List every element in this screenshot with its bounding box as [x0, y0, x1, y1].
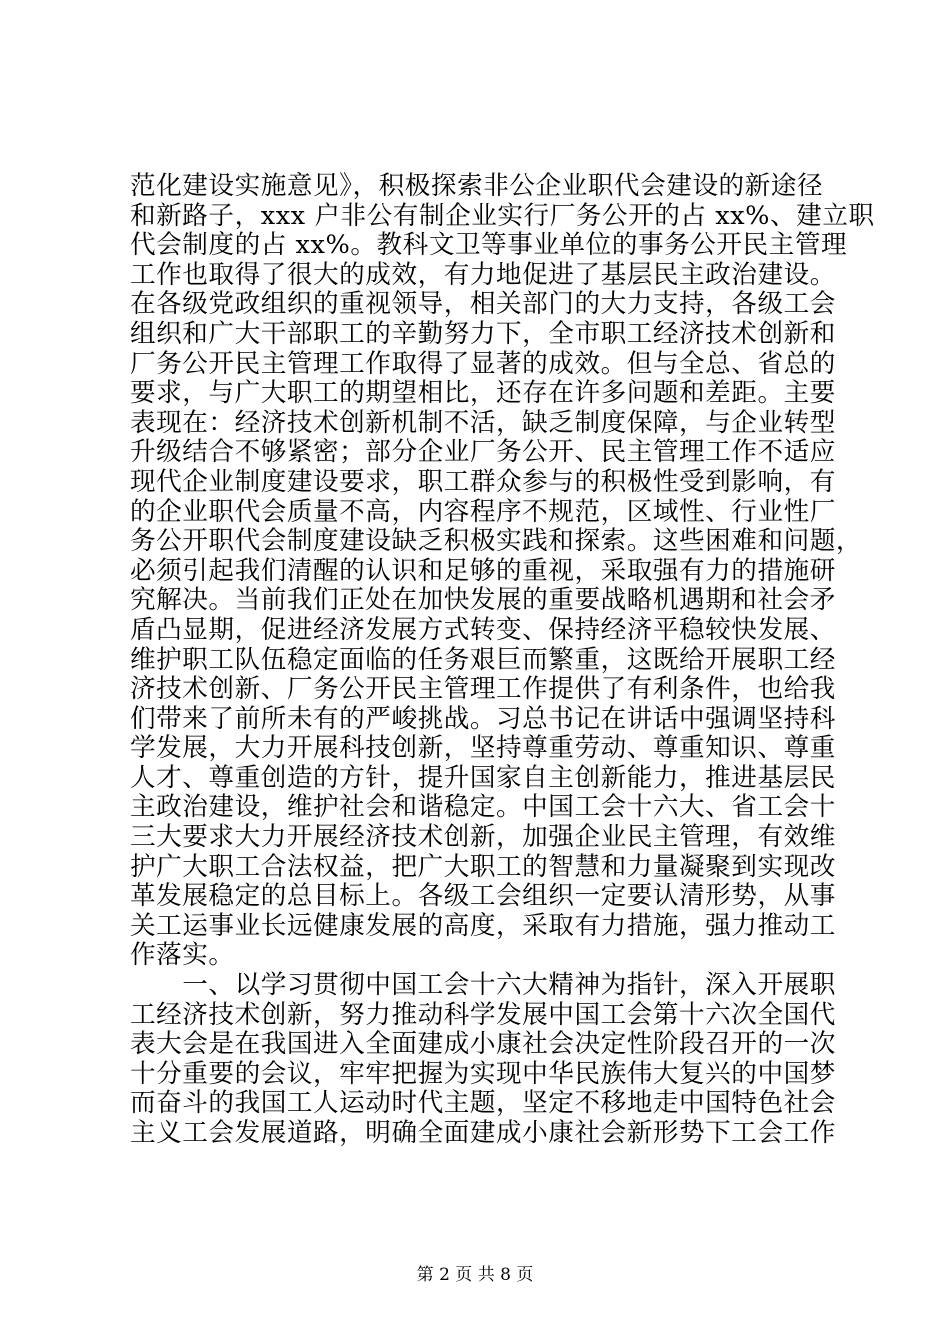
text-line: 而奋斗的我国工人运动时代主题，坚定不移地走中国特色社会: [130, 1088, 836, 1119]
text-line: 工经济技术创新，努力推动科学发展中国工会第十六次全国代: [130, 999, 836, 1030]
text-line: 三大要求大力开展经济技术创新，加强企业民主管理，有效维: [130, 822, 836, 853]
text-line: 关工运事业长远健康发展的高度，采取有力措施，强力推动工: [130, 910, 836, 941]
text-line: 十分重要的会议，牢牢把握为实现中华民族伟大复兴的中国梦: [130, 1058, 836, 1089]
text-line: 人才、尊重创造的方针，提升国家自主创新能力，推进基层民: [130, 762, 836, 793]
text-line: 表现在：经济技术创新机制不活，缺乏制度保障，与企业转型: [130, 407, 836, 438]
text-line: 盾凸显期，促进经济发展方式转变、保持经济平稳较快发展、: [130, 614, 836, 645]
text-line: 一、以学习贯彻中国工会十六大精神为指针，深入开展职: [130, 970, 836, 1001]
text-line: 作落实。: [130, 940, 235, 971]
text-line: 在各级党政组织的重视领导，相关部门的大力支持，各级工会: [130, 289, 836, 320]
text-line: 们带来了前所未有的严峻挑战。习总书记在讲话中强调坚持科: [130, 703, 836, 734]
text-line: 革发展稳定的总目标上。各级工会组织一定要认清形势，从事: [130, 881, 836, 912]
text-line: 组织和广大干部职工的辛勤努力下，全市职工经济技术创新和: [130, 318, 836, 349]
text-line: 表大会是在我国进入全面建成小康社会决定性阶段召开的一次: [130, 1029, 836, 1060]
text-line: 厂务公开民主管理工作取得了显著的成效。但与全总、省总的: [130, 348, 836, 379]
text-line: 的企业职代会质量不高，内容程序不规范，区域性、行业性厂: [130, 496, 836, 527]
body-text: [130, 171, 875, 1149]
text-line: 维护职工队伍稳定面临的任务艰巨而繁重，这既给开展职工经: [130, 644, 836, 675]
page-footer: 第 2 页 共 8 页: [416, 1265, 534, 1285]
text-line: 工作也取得了很大的成效，有力地促进了基层民主政治建设。: [130, 259, 836, 290]
text-line: 主政治建设，维护社会和谐稳定。中国工会十六大、省工会十: [130, 792, 836, 823]
text-line: 必须引起我们清醒的认识和足够的重视，采取强有力的措施研: [130, 555, 836, 586]
text-line: 护广大职工合法权益，把广大职工的智慧和力量凝聚到实现改: [130, 851, 836, 882]
text-line: 升级结合不够紧密；部分企业厂务公开、民主管理工作不适应: [130, 437, 836, 468]
text-line: 主义工会发展道路，明确全面建成小康社会新形势下工会工作: [130, 1118, 836, 1148]
text-line: 和新路子，xxx 户非公有制企业实行厂务公开的占 xx%、建立职: [130, 200, 875, 231]
text-line: 要求，与广大职工的期望相比，还存在许多问题和差距。主要: [130, 378, 836, 409]
text-line: 务公开职代会制度建设缺乏积极实践和探索。这些困难和问题，: [130, 526, 863, 557]
text-line: 现代企业制度建设要求，职工群众参与的积极性受到影响，有: [130, 466, 836, 497]
text-line: 济技术创新、厂务公开民主管理工作提供了有利条件，也给我: [130, 674, 836, 705]
text-line: 学发展，大力开展科技创新，坚持尊重劳动、尊重知识、尊重: [130, 733, 836, 764]
text-line: 究解决。当前我们正处在加快发展的重要战略机遇期和社会矛: [130, 585, 836, 616]
text-line: 范化建设实施意见》，积极探索非公企业职代会建设的新途径: [130, 171, 824, 201]
text-line: 代会制度的占 xx%。教科文卫等事业单位的事务公开民主管理: [130, 230, 848, 261]
